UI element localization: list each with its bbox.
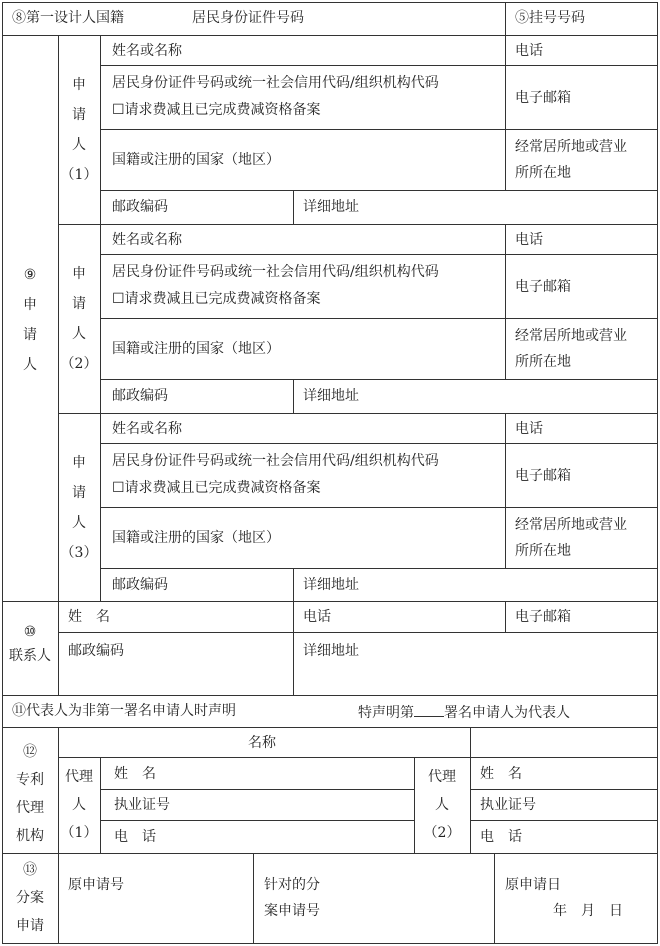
divider <box>470 727 471 758</box>
agent-1-side-label: 代理 人 （1） <box>60 769 98 841</box>
applicant-postcode-field[interactable]: 邮政编码 <box>112 388 168 404</box>
original-application-date-field[interactable]: 原申请日 <box>505 877 561 893</box>
divider <box>2 601 658 602</box>
applicant-3-side-label: 申 请 人 （3） <box>60 455 98 561</box>
targeted-divisional-number-line2: 案申请号 <box>264 903 320 919</box>
divider <box>100 254 658 255</box>
contact-postcode-field[interactable]: 邮政编码 <box>68 643 124 659</box>
divider <box>100 65 658 66</box>
agency-name-field[interactable]: 名称 <box>248 735 276 751</box>
applicant-phone-field[interactable]: 电话 <box>515 421 543 437</box>
border-right <box>657 2 658 944</box>
divider <box>470 820 658 821</box>
patent-agency-section-label: ⑫ 专利 代理 机构 <box>16 744 44 844</box>
divider <box>100 757 101 853</box>
date-format-label: 年 月 日 <box>553 903 623 919</box>
divider <box>100 443 658 444</box>
divider <box>100 789 414 790</box>
divider <box>293 568 294 602</box>
applicant-country-field[interactable]: 国籍或注册的国家（地区） <box>112 152 280 168</box>
divider <box>100 820 414 821</box>
divider <box>293 190 294 224</box>
fee-reduction-checkbox[interactable]: ☐请求费减且已完成费减资格备案 <box>112 291 321 307</box>
targeted-divisional-number-field[interactable]: 针对的分 <box>264 877 320 893</box>
fee-reduction-checkbox[interactable]: ☐请求费减且已完成费减资格备案 <box>112 480 321 496</box>
applicant-postcode-field[interactable]: 邮政编码 <box>112 577 168 593</box>
divider <box>293 379 294 413</box>
divider <box>2 853 658 854</box>
divider <box>100 379 658 380</box>
applicant-1-side-label: 申 请 人 （1） <box>60 77 98 183</box>
divider <box>253 853 254 944</box>
divider <box>58 601 59 695</box>
divider <box>100 129 658 130</box>
fee-reduction-checkbox[interactable]: ☐请求费减且已完成费减资格备案 <box>112 102 321 118</box>
applicant-name-field[interactable]: 姓名或名称 <box>112 232 182 248</box>
agent-2-phone-field[interactable]: 电 话 <box>480 829 522 845</box>
agent-2-license-field[interactable]: 执业证号 <box>480 797 536 813</box>
applicant-id-field[interactable]: 居民身份证件号码或统一社会信用代码/组织机构代码 <box>112 264 439 280</box>
divider <box>2 727 658 728</box>
applicant-name-field[interactable]: 姓名或名称 <box>112 421 182 437</box>
border-bottom <box>2 943 658 944</box>
applicant-section-label: ⑨ 申 请 人 <box>23 267 37 373</box>
applicant-residence-field[interactable]: 经常居所地或营业 <box>515 328 627 344</box>
divider <box>505 413 506 568</box>
applicant-country-field[interactable]: 国籍或注册的国家（地区） <box>112 341 280 357</box>
divider <box>100 318 658 319</box>
original-application-number-field[interactable]: 原申请号 <box>68 877 124 893</box>
applicant-id-field[interactable]: 居民身份证件号码或统一社会信用代码/组织机构代码 <box>112 75 439 91</box>
divider <box>58 632 658 633</box>
representative-declaration: ⑪代表人为非第一署名申请人时声明 <box>12 703 236 719</box>
agent-1-license-field[interactable]: 执业证号 <box>114 797 170 813</box>
divider <box>505 224 506 379</box>
applicant-phone-field[interactable]: 电话 <box>515 232 543 248</box>
applicant-name-field[interactable]: 姓名或名称 <box>112 43 182 59</box>
contact-name-field[interactable]: 姓 名 <box>68 609 110 625</box>
divider <box>505 2 506 36</box>
contact-address-field[interactable]: 详细地址 <box>303 643 359 659</box>
applicant-address-field[interactable]: 详细地址 <box>303 199 359 215</box>
applicant-id-field[interactable]: 居民身份证件号码或统一社会信用代码/组织机构代码 <box>112 453 439 469</box>
contact-section-label: ⑩ 联系人 <box>9 624 51 664</box>
divider <box>470 789 658 790</box>
divider <box>505 601 506 633</box>
representative-statement: 特声明第 署名申请人为代表人 <box>358 702 570 722</box>
first-designer-nationality-field[interactable]: ⑧第一设计人国籍 <box>12 10 124 26</box>
applicant-residence-field-line2: 所所在地 <box>515 354 571 370</box>
agent-1-phone-field[interactable]: 电 话 <box>114 829 156 845</box>
divider <box>58 224 658 225</box>
border-top <box>2 2 658 3</box>
divider <box>2 695 658 696</box>
applicant-email-field[interactable]: 电子邮箱 <box>515 90 571 106</box>
agent-2-side-label: 代理 人 （2） <box>423 769 461 841</box>
divisional-application-section-label: ⑬ 分案 申请 <box>16 862 44 934</box>
divider <box>58 757 658 758</box>
applicant-residence-field-line2: 所所在地 <box>515 543 571 559</box>
contact-email-field[interactable]: 电子邮箱 <box>515 609 571 625</box>
applicant-email-field[interactable]: 电子邮箱 <box>515 468 571 484</box>
divider <box>100 568 658 569</box>
divider <box>293 601 294 695</box>
divider <box>100 507 658 508</box>
registration-number-field[interactable]: ⑤挂号号码 <box>515 10 585 26</box>
designer-id-number-field[interactable]: 居民身份证件号码 <box>192 10 304 26</box>
applicant-phone-field[interactable]: 电话 <box>515 43 543 59</box>
agent-1-name-field[interactable]: 姓 名 <box>114 766 156 782</box>
applicant-residence-field[interactable]: 经常居所地或营业 <box>515 139 627 155</box>
divider <box>58 413 658 414</box>
divider <box>470 757 471 853</box>
applicant-address-field[interactable]: 详细地址 <box>303 388 359 404</box>
agent-2-name-field[interactable]: 姓 名 <box>480 766 522 782</box>
divider <box>505 35 506 190</box>
applicant-country-field[interactable]: 国籍或注册的国家（地区） <box>112 530 280 546</box>
divider <box>58 853 59 944</box>
divider <box>100 190 658 191</box>
applicant-address-field[interactable]: 详细地址 <box>303 577 359 593</box>
representative-number-blank[interactable] <box>414 702 444 717</box>
applicant-2-side-label: 申 请 人 （2） <box>60 266 98 372</box>
divider <box>494 853 495 944</box>
applicant-residence-field[interactable]: 经常居所地或营业 <box>515 517 627 533</box>
applicant-email-field[interactable]: 电子邮箱 <box>515 279 571 295</box>
contact-phone-field[interactable]: 电话 <box>303 609 331 625</box>
applicant-postcode-field[interactable]: 邮政编码 <box>112 199 168 215</box>
applicant-residence-field-line2: 所所在地 <box>515 165 571 181</box>
